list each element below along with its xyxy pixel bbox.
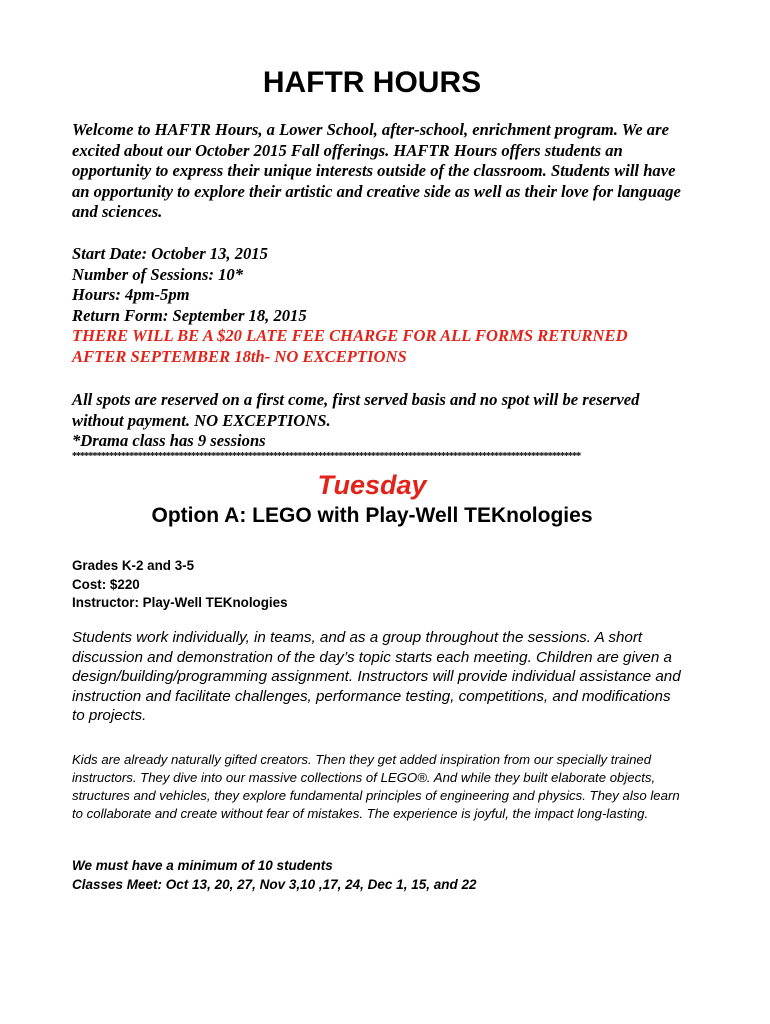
class-notes [72, 856, 682, 894]
instructor: Instructor: Play-Well TEKnologies [72, 595, 288, 610]
reservation-policy-text: All spots are reserved on a first come, first served basis and no spot will be reserved without payment. NO EXCEPTIONS. [72, 390, 640, 430]
program-details [72, 244, 692, 368]
minimum-students-note: We must have a minimum of 10 students [72, 858, 333, 873]
course-marketing-text: Kids are already naturally gifted creators. Then they get added inspiration from our specially trained instructors. They dive into our massive collections of LEGO®. And while they built elaborate objects, structures and vehicles, they explore fundamental principles of engineering and physics. They also learn to collaborate and create without fear of mistakes. The experience is joyful, the impact long-lasting. [72, 752, 680, 822]
return-form-date: Return Form: September 18, 2015 [72, 305, 307, 325]
drama-session-note: *Drama class has 9 sessions [72, 431, 266, 451]
intro-paragraph: Welcome to HAFTR Hours, a Lower School, after-school, enrichment program. We are excited about our October 2015 Fall offerings. HAFTR Hours offers students an opportunity to express their unique interests outside of the classroom. Students will have an opportunity to explore their artistic and creative side as well as their love for language and sciences. [72, 120, 681, 222]
day-heading: Tuesday [317, 470, 427, 500]
start-date: Start Date: October 13, 2015 [72, 244, 268, 263]
number-of-sessions: Number of Sessions: 10* [72, 264, 244, 284]
hours: Hours: 4pm-5pm [72, 285, 190, 305]
asterisk-separator: **************************************************************************************************************************** [72, 451, 581, 462]
late-fee-warning-line1: THERE WILL BE A $20 LATE FEE CHARGE FOR ALL FORMS RETURNED [72, 326, 628, 346]
course-description: Students work individually, in teams, and as a group throughout the sessions. A short discussion and demonstration of the day’s topic starts each meeting. Children are given a design/building/programming assignment. Instructors will provide individual assistance and instruction and facilitate challenges, performance testing, competitions, and modifications to projects. [72, 629, 681, 725]
class-dates: Classes Meet: Oct 13, 20, 27, Nov 3,10 ,17, 24, Dec 1, 15, and 22 [72, 877, 477, 892]
course-facts [72, 557, 288, 613]
option-heading: Option A: LEGO with Play-Well TEKnologies [151, 504, 593, 527]
reservation-policy [72, 390, 692, 452]
cost: Cost: $220 [72, 576, 140, 592]
page-title: HAFTR HOURS [262, 66, 482, 99]
grades: Grades K-2 and 3-5 [72, 558, 195, 573]
late-fee-warning-line2: AFTER SEPTEMBER 18th- NO EXCEPTIONS [72, 346, 407, 366]
